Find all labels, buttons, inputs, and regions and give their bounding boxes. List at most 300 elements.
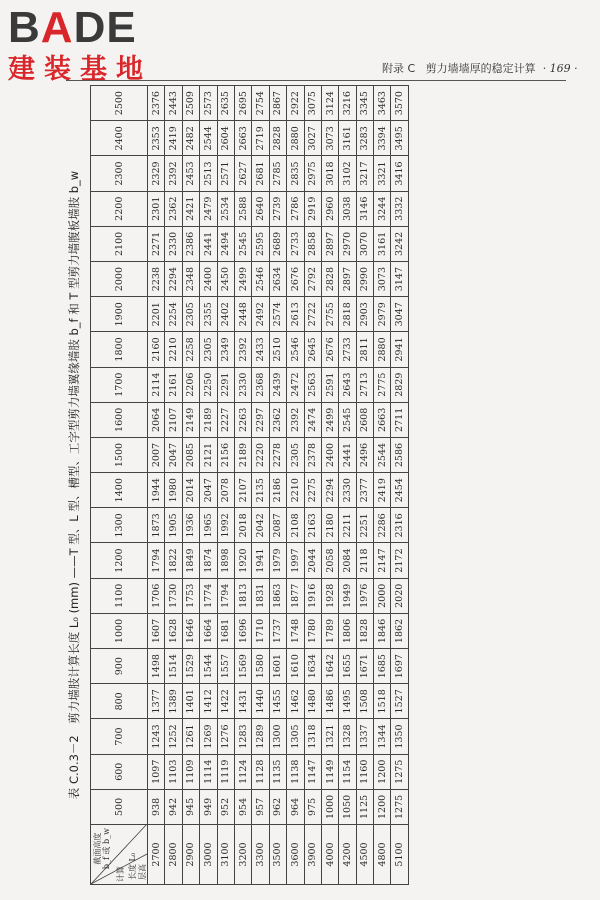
table-cell: 2250 [200,367,217,402]
table-cell: 2163 [304,508,321,543]
table-cell: 2627 [234,156,251,191]
table-cell: 3283 [356,121,373,156]
table-cell: 3244 [374,191,391,226]
table-cell: 2482 [182,121,199,156]
table-cell: 2286 [374,508,391,543]
table-cell: 1557 [217,649,234,684]
table-cell: 2970 [339,226,356,261]
table-cell: 1706 [148,578,165,613]
column-header: 1600 [91,402,148,437]
column-header: 1100 [91,578,148,613]
table-cell: 2713 [356,367,373,402]
column-header: 2200 [91,191,148,226]
table-cell: 2591 [321,367,338,402]
table-cell: 1681 [217,613,234,648]
table-cell: 1149 [321,754,338,789]
table-cell: 2353 [148,121,165,156]
table-cell: 2377 [356,473,373,508]
table-cell: 2211 [339,508,356,543]
table-cell: 1737 [269,613,286,648]
table-cell: 2785 [269,156,286,191]
table-cell: 2441 [200,226,217,261]
table-cell: 2448 [234,297,251,332]
table-cell: 1601 [269,649,286,684]
table-cell: 1898 [217,543,234,578]
table-cell: 2330 [165,226,182,261]
table-cell: 2663 [234,121,251,156]
table-cell: 2722 [304,297,321,332]
table-cell: 1628 [165,613,182,648]
table-cell: 1544 [200,649,217,684]
row-header-storey-height: 3100 [217,825,234,885]
table-row [234,86,251,885]
column-header: 2100 [91,226,148,261]
table-cell: 3345 [356,86,373,121]
table-cell: 2271 [148,226,165,261]
column-header: 2300 [91,156,148,191]
table-cell: 1873 [148,508,165,543]
table-cell: 2595 [252,226,269,261]
table-cell: 2663 [374,402,391,437]
table-cell: 2149 [182,402,199,437]
table-cell: 1831 [252,578,269,613]
table-cell: 1828 [356,613,373,648]
table-cell: 2294 [165,262,182,297]
table-cell: 2220 [252,437,269,472]
table-cell: 1344 [374,719,391,754]
table-cell: 2643 [339,367,356,402]
table-cell: 2510 [269,332,286,367]
table-cell: 1252 [165,719,182,754]
table-cell: 2811 [356,332,373,367]
table-cell: 2563 [304,367,321,402]
column-header: 1300 [91,508,148,543]
table-cell: 1774 [200,578,217,613]
table-cell: 952 [217,789,234,824]
table-cell: 975 [304,789,321,824]
table-cell: 2238 [148,262,165,297]
table-cell: 2402 [217,297,234,332]
table-cell: 1350 [391,719,408,754]
table-row [269,86,286,885]
table-cell: 1671 [356,649,373,684]
table-cell: 1980 [165,473,182,508]
table-cell: 1283 [234,719,251,754]
table-cell: 3394 [374,121,391,156]
table-cell: 2719 [252,121,269,156]
table-cell: 1200 [374,789,391,824]
table-cell: 2903 [356,297,373,332]
table-cell: 2058 [321,543,338,578]
table-cell: 2450 [217,262,234,297]
table-cell: 1135 [269,754,286,789]
table-cell: 2421 [182,191,199,226]
table-cell: 2329 [148,156,165,191]
table-cell: 2301 [148,191,165,226]
table-cell: 2829 [391,367,408,402]
table-cell: 1318 [304,719,321,754]
table-row [200,86,217,885]
table-cell: 2121 [200,437,217,472]
table-cell: 2107 [234,473,251,508]
table-cell: 2186 [269,473,286,508]
table-cell: 1753 [182,578,199,613]
table-cell: 2362 [269,402,286,437]
table-cell: 2294 [321,473,338,508]
table-cell: 2392 [287,402,304,437]
table-cell: 2479 [200,191,217,226]
table-cell: 2828 [321,262,338,297]
row-header-storey-height: 2900 [182,825,199,885]
table-cell: 1275 [391,754,408,789]
table-cell: 1154 [339,754,356,789]
table-cell: 1822 [165,543,182,578]
section-title: 剪力墙墙厚的稳定计算 [425,62,536,75]
table-cell: 2156 [217,437,234,472]
table-cell: 3102 [339,156,356,191]
table-cell: 1401 [182,684,199,719]
column-header: 2000 [91,262,148,297]
table-cell: 3161 [339,121,356,156]
table-cell: 3027 [304,121,321,156]
table-cell: 1128 [252,754,269,789]
table-cell: 2201 [148,297,165,332]
table-cell: 1979 [269,543,286,578]
table-cell: 2085 [182,437,199,472]
table-cell: 1125 [356,789,373,824]
row-header-storey-height: 2800 [165,825,182,885]
table-cell: 1849 [182,543,199,578]
table-cell: 2534 [217,191,234,226]
table-cell: 1377 [148,684,165,719]
table-cell: 2775 [374,367,391,402]
table-cell: 2695 [234,86,251,121]
table-cell: 2254 [165,297,182,332]
table-row [356,86,373,885]
table-cell: 1109 [182,754,199,789]
table-cell: 3073 [374,262,391,297]
table-cell: 2546 [287,332,304,367]
table-cell: 1997 [287,543,304,578]
table-cell: 3075 [304,86,321,121]
table-cell: 1789 [321,613,338,648]
column-header: 1700 [91,367,148,402]
table-cell: 2305 [200,332,217,367]
table-cell: 1514 [165,649,182,684]
table-cell: 2604 [217,121,234,156]
row-header-storey-height: 3600 [287,825,304,885]
table-cell: 2975 [304,156,321,191]
table-cell: 1200 [374,754,391,789]
column-header: 500 [91,789,148,824]
table-cell: 1863 [269,578,286,613]
table-cell: 1642 [321,649,338,684]
table-cell: 2047 [200,473,217,508]
table-cell: 2979 [374,297,391,332]
table-row [217,86,234,885]
table-cell: 2189 [200,402,217,437]
table-cell: 2368 [252,367,269,402]
logo-chinese: 建装基地 [8,54,152,85]
table-cell: 2588 [234,191,251,226]
table-cell: 2689 [269,226,286,261]
table-cell: 2492 [252,297,269,332]
table-caption: 表 C.0.3－2 剪力墙肢计算长度 L₀ (mm) ——T 型、L 型、槽型、工字型剪力墙翼缘墙肢 b_f 和 T 型剪力墙腹板墙肢 b_w [67,170,81,800]
table-cell: 2990 [356,262,373,297]
appendix-label: 附录 C [382,62,416,75]
table-cell: 949 [200,789,217,824]
table-cell: 2018 [234,508,251,543]
table-row [148,86,165,885]
column-header: 1200 [91,543,148,578]
table-cell: 2210 [287,473,304,508]
table-cell: 1877 [287,578,304,613]
table-cell: 2546 [252,262,269,297]
table-cell: 2897 [339,262,356,297]
table-cell: 2573 [200,86,217,121]
table-row [165,86,182,885]
table-cell: 1389 [165,684,182,719]
table-cell: 1422 [217,684,234,719]
table-cell: 1794 [217,578,234,613]
column-header: 1900 [91,297,148,332]
table-cell: 3242 [391,226,408,261]
table-cell: 1569 [234,649,251,684]
table-cell: 1300 [269,719,286,754]
table-cell: 1874 [200,543,217,578]
table-cell: 2544 [200,121,217,156]
table-cell: 2439 [269,367,286,402]
table-cell: 2044 [304,543,321,578]
table-cell: 2291 [217,367,234,402]
table-cell: 1941 [252,543,269,578]
table-row [321,86,338,885]
table-cell: 2941 [391,332,408,367]
table-cell: 2251 [356,508,373,543]
table-cell: 2135 [252,473,269,508]
table-cell: 945 [182,789,199,824]
table-cell: 1610 [287,649,304,684]
table-cell: 2711 [391,402,408,437]
table-cell: 1928 [321,578,338,613]
table-cell: 1780 [304,613,321,648]
table-cell: 1337 [356,719,373,754]
table-cell: 1710 [252,613,269,648]
table-cell: 2078 [217,473,234,508]
row-header-storey-height: 4800 [374,825,391,885]
corner-label-storey: 层高 [138,864,147,880]
table-cell: 1655 [339,649,356,684]
table-cell: 964 [287,789,304,824]
table-cell: 2047 [165,437,182,472]
table-cell: 2880 [374,332,391,367]
table-cell: 1508 [356,684,373,719]
table-cell: 2835 [287,156,304,191]
table-cell: 2453 [182,156,199,191]
column-header: 2500 [91,86,148,121]
table-cell: 1992 [217,508,234,543]
table-cell: 2189 [234,437,251,472]
table-cell: 2206 [182,367,199,402]
table-cell: 2640 [252,191,269,226]
table-cell: 2258 [182,332,199,367]
table-cell: 2792 [304,262,321,297]
table-cell: 1846 [374,613,391,648]
table-cell: 1965 [200,508,217,543]
table-cell: 1794 [148,543,165,578]
table-cell: 2227 [217,402,234,437]
table-cell: 1529 [182,649,199,684]
row-header-storey-height: 4200 [339,825,356,885]
table-row [182,86,199,885]
table-cell: 2316 [391,508,408,543]
table-cell: 2919 [304,191,321,226]
table-cell: 1431 [234,684,251,719]
table-cell: 1289 [252,719,269,754]
table-cell: 2496 [356,437,373,472]
table-cell: 3495 [391,121,408,156]
table-cell: 1920 [234,543,251,578]
table-row [391,86,408,885]
table-cell: 3146 [356,191,373,226]
table-cell: 2494 [217,226,234,261]
table-cell: 2474 [304,402,321,437]
table-cell: 1580 [252,649,269,684]
table-cell: 1696 [234,613,251,648]
table-cell: 2275 [304,473,321,508]
table-cell: 1949 [339,578,356,613]
table-cell: 2818 [339,297,356,332]
brand-logo [8,3,178,86]
table-cell: 1276 [217,719,234,754]
table-cell: 3038 [339,191,356,226]
table-cell: 1813 [234,578,251,613]
table-body [148,86,409,885]
table-cell: 2676 [321,332,338,367]
table-cell: 1806 [339,613,356,648]
table-cell: 2897 [321,226,338,261]
table-cell: 1944 [148,473,165,508]
table-cell: 2733 [339,332,356,367]
table-cell: 2960 [321,191,338,226]
table-cell: 2386 [182,226,199,261]
table-cell: 1103 [165,754,182,789]
table-cell: 1607 [148,613,165,648]
table-cell: 1462 [287,684,304,719]
table-cell: 2348 [182,262,199,297]
table-cell: 2305 [182,297,199,332]
table-cell: 2922 [287,86,304,121]
table-row [339,86,356,885]
table-cell: 1455 [269,684,286,719]
table-cell: 1124 [234,754,251,789]
table-cell: 1138 [287,754,304,789]
table-cell: 2263 [234,402,251,437]
table-cell: 2443 [165,86,182,121]
column-header: 600 [91,754,148,789]
stiffness-table [90,85,409,885]
table-cell: 2433 [252,332,269,367]
table-cell: 2107 [165,402,182,437]
table-cell: 1412 [200,684,217,719]
table-cell: 2064 [148,402,165,437]
row-header-storey-height: 3000 [200,825,217,885]
table-cell: 2330 [339,473,356,508]
table-cell: 3073 [321,121,338,156]
table-cell: 1243 [148,719,165,754]
column-header: 1400 [91,473,148,508]
table-cell: 2042 [252,508,269,543]
table-cell: 942 [165,789,182,824]
column-header: 2400 [91,121,148,156]
table-cell: 1936 [182,508,199,543]
table-cell: 938 [148,789,165,824]
table-cell: 2880 [287,121,304,156]
table-cell: 1119 [217,754,234,789]
table-cell: 1730 [165,578,182,613]
row-header-storey-height: 3900 [304,825,321,885]
table-cell: 1518 [374,684,391,719]
table-cell: 2755 [321,297,338,332]
table-cell: 2454 [391,473,408,508]
table-corner-cell [91,825,148,885]
column-header: 1000 [91,613,148,648]
page-number: · 169 · [542,62,578,75]
table-cell: 1269 [200,719,217,754]
table-cell: 2754 [252,86,269,121]
table-cell: 1685 [374,649,391,684]
table-cell: 1664 [200,613,217,648]
table-cell: 2349 [217,332,234,367]
table-cell: 2084 [339,543,356,578]
table-cell: 1905 [165,508,182,543]
table-cell: 2499 [321,402,338,437]
table-cell: 2297 [252,402,269,437]
table-cell: 2613 [287,297,304,332]
table-cell: 2681 [252,156,269,191]
table-cell: 962 [269,789,286,824]
table-cell: 3216 [339,86,356,121]
table-cell: 1050 [339,789,356,824]
running-header [382,60,578,76]
row-header-storey-height: 5100 [391,825,408,885]
table-cell: 2392 [165,156,182,191]
table-cell: 3416 [391,156,408,191]
table-cell: 2362 [165,191,182,226]
table-cell: 1862 [391,613,408,648]
table-cell: 2472 [287,367,304,402]
corner-label-length: 长度 L₀ [128,852,137,880]
table-cell: 2378 [304,437,321,472]
table-row [287,86,304,885]
table-cell: 2087 [269,508,286,543]
logo-wordmark: BADE [8,3,137,52]
table-cell: 2571 [217,156,234,191]
table-cell: 2635 [217,86,234,121]
table-header-row [91,86,148,885]
table-cell: 2147 [374,543,391,578]
table-cell: 2419 [374,473,391,508]
table-cell: 2509 [182,86,199,121]
table-cell: 2330 [234,367,251,402]
table-cell: 2160 [148,332,165,367]
table-cell: 2419 [165,121,182,156]
table-row [304,86,321,885]
column-header: 800 [91,684,148,719]
row-header-storey-height: 3200 [234,825,251,885]
table-cell: 2544 [374,437,391,472]
table-cell: 954 [234,789,251,824]
